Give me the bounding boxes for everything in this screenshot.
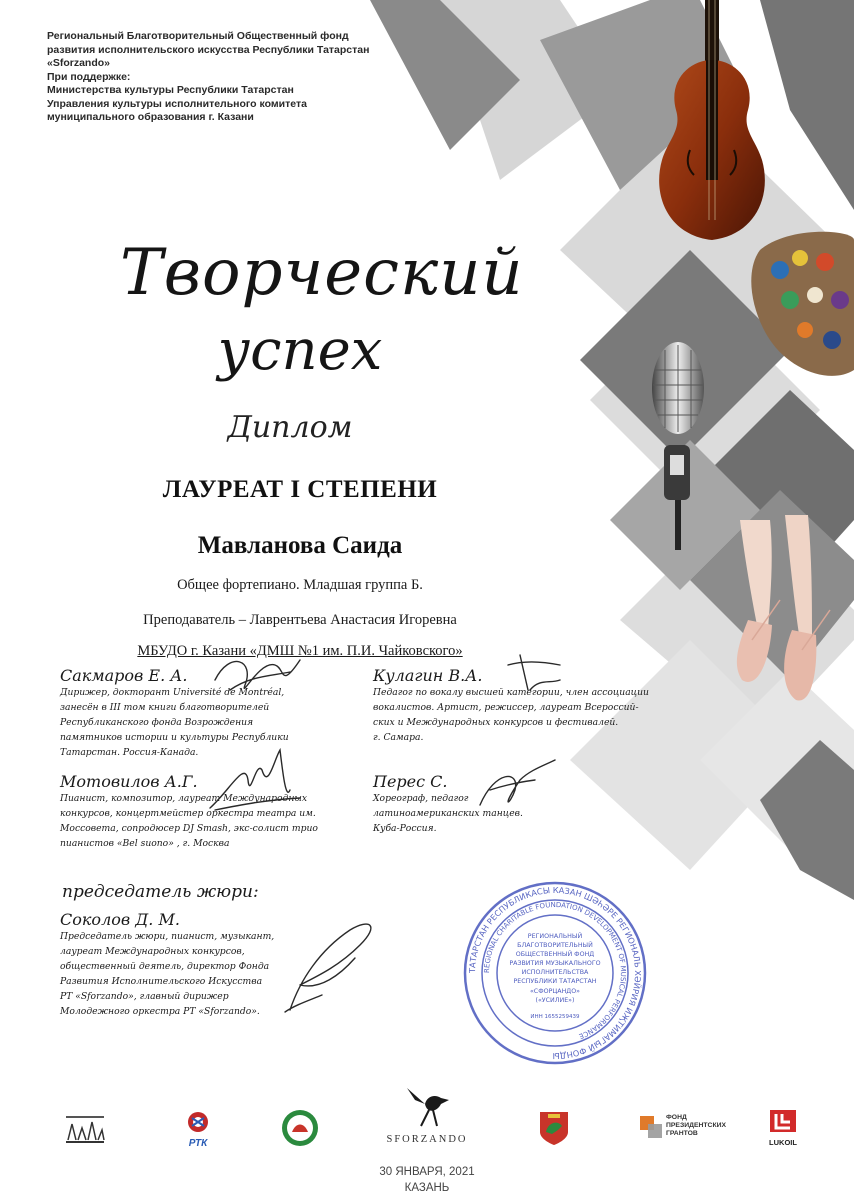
- signature-peres: [480, 760, 555, 805]
- jury-desc-line: пианистов «Bel suono» , г. Москва: [60, 838, 230, 849]
- stamp-center-line: («УСИЛИЕ»): [535, 997, 575, 1004]
- jury-member-name: Кулагин В.А.: [373, 666, 483, 685]
- jury-desc-line: памятников истории и культуры Республики: [60, 732, 289, 743]
- grants-fund-line: ФОНД: [666, 1114, 687, 1121]
- laureate-degree: ЛАУРЕАТ I СТЕПЕНИ: [162, 476, 438, 503]
- kazan-emblem: [538, 1110, 570, 1146]
- jury-member-name: Мотовилов А.Г.: [60, 772, 198, 791]
- jury-desc-line: ских и Международных конкурсов и фестивалей.: [373, 717, 619, 728]
- org-line: При поддержке:: [47, 70, 131, 83]
- grants-fund-line: ГРАНТОВ: [666, 1130, 698, 1137]
- grants-fund-icon: [640, 1116, 662, 1140]
- jury-desc-line: РТ «Sforzando», главный дирижер: [60, 991, 229, 1002]
- presidential-grants-fund-logo: [640, 1112, 740, 1146]
- lukoil-logo: [763, 1108, 803, 1148]
- stamp-center-line: ИСПОЛНИТЕЛЬСТВА: [521, 969, 589, 976]
- tatarstan-emblem-icon: [280, 1108, 320, 1148]
- jury-desc-line: Председатель жюри, пианист, музыкант,: [60, 931, 275, 942]
- rtk-emblem-icon: [178, 1110, 218, 1134]
- stamp-inn: ИНН 1655259439: [530, 1014, 580, 1020]
- recipient-category: Общее фортепиано. Младшая группа Б.: [177, 577, 423, 593]
- culture-logo-icon: [62, 1110, 108, 1148]
- jury-member-name: Сакмаров Е. А.: [60, 666, 188, 685]
- stamp-center-line: РЕСПУБЛИКИ ТАТАРСТАН: [513, 978, 597, 985]
- jury-desc-line: Моссовета, сопродюсер DJ Smash, экс-солист трио: [60, 823, 318, 834]
- jury-desc-line: г. Самара.: [373, 732, 424, 743]
- sforzando-bird-icon: [397, 1082, 457, 1130]
- diploma-label: Диплом: [227, 410, 353, 445]
- jury-chair-name: Соколов Д. М.: [60, 910, 180, 929]
- lukoil-logo-text: LUKOIL: [769, 1138, 797, 1147]
- kazan-crest-icon: [538, 1110, 570, 1146]
- org-line: Министерства культуры Республики Татарстан: [47, 84, 294, 96]
- jury-desc-line: конкурсов, концертмейстер оркестра театра им.: [60, 808, 316, 819]
- jury-desc-line: Татарстан. Россия-Канада.: [60, 747, 199, 758]
- jury-desc-line: Пианист, композитор, лауреат Международных: [60, 793, 308, 804]
- signature-sakmarov: [215, 660, 300, 690]
- jury-desc-line: Развития Исполнительского Искусства: [60, 976, 263, 987]
- rtk-logo-text: РТК: [188, 1138, 208, 1149]
- tatarstan-emblem: [280, 1108, 320, 1148]
- teacher-line: Преподаватель – Лаврентьева Анастасия Игоревна: [143, 612, 457, 628]
- official-stamp: [462, 880, 648, 1066]
- school-name: МБУДО г. Казани «ДМШ №1 им. П.И. Чайковского»: [137, 643, 463, 659]
- org-line: «Sforzando»: [47, 57, 111, 69]
- footer-city: КАЗАНЬ: [404, 1182, 450, 1194]
- signature-motovilov: [210, 750, 300, 810]
- jury-desc-line: лауреат Международных конкурсов,: [60, 946, 245, 957]
- stamp-center-line: ОБЩЕСТВЕННЫЙ ФОНД: [515, 951, 595, 958]
- sforzando-logo-text: SFORZANDO: [386, 1134, 468, 1145]
- rtk-logo: [178, 1110, 218, 1149]
- lukoil-emblem-icon: [768, 1108, 798, 1134]
- jury-chair-title: председатель жюри:: [62, 882, 259, 902]
- jury-desc-line: вокалистов. Артист, режиссер, лауреат Всероссий-: [373, 702, 639, 713]
- signature-kulagin: [508, 655, 560, 690]
- grants-fund-text: [666, 1114, 726, 1138]
- footer-date: 30 ЯНВАРЯ, 2021: [379, 1166, 475, 1178]
- sforzando-logo: [375, 1082, 479, 1152]
- jury-desc-line: общественный деятель, директор Фонда: [60, 961, 270, 972]
- jury-desc-line: Куба-Россия.: [373, 823, 437, 834]
- stamp-center-line: БЛАГОТВОРИТЕЛЬНЫЙ: [517, 942, 593, 949]
- signature-sokolov: [285, 924, 371, 1012]
- diploma-title-line2: успех: [217, 318, 383, 383]
- grants-fund-line: ПРЕЗИДЕНТСКИХ: [666, 1122, 727, 1129]
- stamp-center-line: «СФОРЦАНДО»: [529, 988, 581, 995]
- org-line: Управления культуры исполнительного комитета: [47, 97, 307, 110]
- jury-desc-line: Педагог по вокалу высшей категории, член ассоциации: [373, 687, 649, 698]
- jury-desc-line: Дирижер, докторант Université de Montréal,: [60, 687, 285, 698]
- stamp-inner-text: REGIONAL CHARITABLE FOUNDATION DEVELOPMENT OF MUSICAL PERFORMANCE: [482, 900, 628, 1041]
- jury-desc-line: Хореограф, педагог: [373, 793, 469, 804]
- recipient-name: Мавланова Саида: [197, 532, 403, 559]
- jury-desc-line: латиноамериканских танцев.: [373, 808, 523, 819]
- jury-desc-line: Республиканского фонда Возрождения: [60, 717, 254, 728]
- org-line: развития исполнительского искусства Республики Татарстан: [47, 43, 370, 56]
- jury-desc-line: занесён в III том книги благотворителей: [60, 702, 270, 713]
- org-line: муниципального образования г. Казани: [47, 111, 254, 123]
- jury-desc-line: Молодежного оркестра РТ «Sforzando».: [60, 1006, 260, 1017]
- stamp-outer-text: ТАТАРСТАН РЕСПУБЛИКАСЫ КАЗАН ШӘҺӘРЕ РЕГИОНАЛЬ ХӘЙРИЯ ИҖТИМАГЫЙ ФОНДЫ: [466, 884, 644, 1062]
- jury-member-name: Перес С.: [373, 772, 448, 791]
- stamp-center-line: РАЗВИТИЯ МУЗЫКАЛЬНОГО: [509, 960, 601, 967]
- culture-ministry-logo: [62, 1110, 108, 1148]
- org-line: Региональный Благотворительный Общественный фонд: [47, 30, 349, 42]
- diploma-title-line1: Творческий: [120, 236, 524, 310]
- stamp-center-line: РЕГИОНАЛЬНЫЙ: [527, 933, 583, 940]
